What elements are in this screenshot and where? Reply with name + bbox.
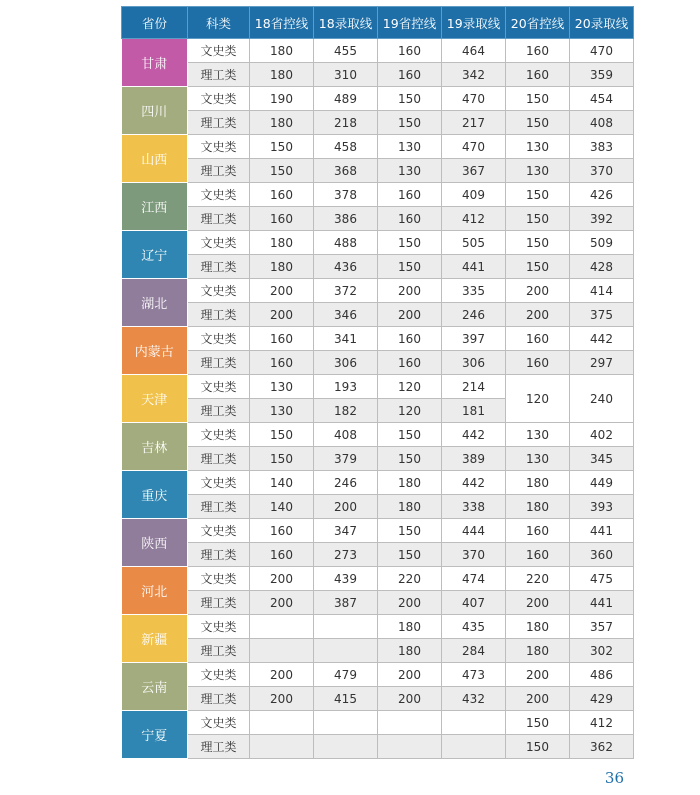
score-cell: 150 xyxy=(506,231,570,255)
score-cell: 200 xyxy=(378,591,442,615)
score-cell: 180 xyxy=(506,639,570,663)
score-cell: 160 xyxy=(250,351,314,375)
score-cell: 240 xyxy=(570,375,634,423)
table-row xyxy=(122,207,634,231)
score-cell: 383 xyxy=(570,135,634,159)
score-cell: 378 xyxy=(314,183,378,207)
score-cell: 370 xyxy=(570,159,634,183)
score-cell: 397 xyxy=(442,327,506,351)
score-cell: 160 xyxy=(506,543,570,567)
score-cell: 408 xyxy=(570,111,634,135)
score-cell: 150 xyxy=(378,87,442,111)
page-number: 36 xyxy=(604,769,624,787)
score-cell: 220 xyxy=(378,567,442,591)
province-cell: 江西 xyxy=(122,183,188,231)
score-cell: 310 xyxy=(314,63,378,87)
score-cell: 160 xyxy=(378,39,442,63)
score-cell: 441 xyxy=(570,519,634,543)
score-cell: 367 xyxy=(442,159,506,183)
score-cell xyxy=(250,735,314,759)
province-cell: 云南 xyxy=(122,663,188,711)
column-header: 20省控线 xyxy=(506,7,570,39)
score-cell: 130 xyxy=(506,447,570,471)
score-cell: 362 xyxy=(570,735,634,759)
subject-cell: 理工类 xyxy=(188,303,250,327)
subject-cell: 文史类 xyxy=(188,615,250,639)
score-cell: 342 xyxy=(442,63,506,87)
table-row xyxy=(122,159,634,183)
score-cell: 435 xyxy=(442,615,506,639)
province-cell: 河北 xyxy=(122,567,188,615)
score-cell: 341 xyxy=(314,327,378,351)
score-cell: 180 xyxy=(250,255,314,279)
score-cell xyxy=(378,735,442,759)
table-row xyxy=(122,327,634,351)
score-cell: 200 xyxy=(250,567,314,591)
score-cell: 426 xyxy=(570,183,634,207)
score-cell: 150 xyxy=(378,111,442,135)
score-cell: 160 xyxy=(250,327,314,351)
score-cell: 407 xyxy=(442,591,506,615)
score-cell: 200 xyxy=(314,495,378,519)
score-cell: 200 xyxy=(506,591,570,615)
province-cell: 天津 xyxy=(122,375,188,423)
column-header: 19省控线 xyxy=(378,7,442,39)
score-cell: 488 xyxy=(314,231,378,255)
score-cell: 273 xyxy=(314,543,378,567)
score-cell: 302 xyxy=(570,639,634,663)
score-cell xyxy=(250,615,314,639)
score-cell: 150 xyxy=(378,519,442,543)
score-cell: 200 xyxy=(250,279,314,303)
score-cell: 160 xyxy=(506,39,570,63)
score-cell: 432 xyxy=(442,687,506,711)
score-cell: 160 xyxy=(506,351,570,375)
score-cell xyxy=(314,639,378,663)
subject-cell: 理工类 xyxy=(188,687,250,711)
score-cell: 474 xyxy=(442,567,506,591)
table-row xyxy=(122,591,634,615)
subject-cell: 文史类 xyxy=(188,279,250,303)
score-cell xyxy=(314,615,378,639)
score-cell: 370 xyxy=(442,543,506,567)
subject-cell: 文史类 xyxy=(188,231,250,255)
score-cell: 449 xyxy=(570,471,634,495)
subject-cell: 理工类 xyxy=(188,543,250,567)
score-cell: 160 xyxy=(378,327,442,351)
score-cell: 150 xyxy=(250,423,314,447)
subject-cell: 文史类 xyxy=(188,87,250,111)
column-header: 18录取线 xyxy=(314,7,378,39)
table-row xyxy=(122,231,634,255)
subject-cell: 理工类 xyxy=(188,63,250,87)
province-cell: 宁夏 xyxy=(122,711,188,759)
score-cell: 150 xyxy=(378,423,442,447)
score-cell: 200 xyxy=(378,687,442,711)
score-cell: 454 xyxy=(570,87,634,111)
score-cell: 220 xyxy=(506,567,570,591)
province-cell: 湖北 xyxy=(122,279,188,327)
score-cell: 338 xyxy=(442,495,506,519)
score-cell: 386 xyxy=(314,207,378,231)
subject-cell: 文史类 xyxy=(188,471,250,495)
score-cell: 415 xyxy=(314,687,378,711)
column-header: 省份 xyxy=(122,7,188,39)
score-cell xyxy=(250,639,314,663)
table-row xyxy=(122,375,634,399)
score-cell: 464 xyxy=(442,39,506,63)
score-cell: 441 xyxy=(570,591,634,615)
score-cell: 357 xyxy=(570,615,634,639)
subject-cell: 文史类 xyxy=(188,327,250,351)
table-row xyxy=(122,447,634,471)
score-cell: 509 xyxy=(570,231,634,255)
score-cell: 200 xyxy=(378,303,442,327)
score-cell: 414 xyxy=(570,279,634,303)
column-header: 20录取线 xyxy=(570,7,634,39)
score-cell xyxy=(314,711,378,735)
table-row xyxy=(122,519,634,543)
score-cell: 442 xyxy=(570,327,634,351)
score-cell: 379 xyxy=(314,447,378,471)
table-row xyxy=(122,423,634,447)
score-cell: 180 xyxy=(250,231,314,255)
header-row xyxy=(122,7,634,39)
subject-cell: 文史类 xyxy=(188,567,250,591)
score-cell: 470 xyxy=(570,39,634,63)
score-cell: 180 xyxy=(378,471,442,495)
score-cell: 160 xyxy=(378,183,442,207)
score-cell: 180 xyxy=(378,639,442,663)
score-cell: 246 xyxy=(314,471,378,495)
table-row xyxy=(122,663,634,687)
province-cell: 四川 xyxy=(122,87,188,135)
score-cell: 345 xyxy=(570,447,634,471)
score-cell: 200 xyxy=(250,303,314,327)
table-row xyxy=(122,279,634,303)
table-row xyxy=(122,543,634,567)
province-cell: 重庆 xyxy=(122,471,188,519)
score-cell: 193 xyxy=(314,375,378,399)
score-cell: 140 xyxy=(250,471,314,495)
province-cell: 吉林 xyxy=(122,423,188,471)
score-cell: 150 xyxy=(506,87,570,111)
score-cell: 200 xyxy=(506,687,570,711)
table-row xyxy=(122,39,634,63)
table-row xyxy=(122,687,634,711)
table-row xyxy=(122,351,634,375)
score-cell: 140 xyxy=(250,495,314,519)
subject-cell: 文史类 xyxy=(188,423,250,447)
score-cell: 393 xyxy=(570,495,634,519)
score-cell: 409 xyxy=(442,183,506,207)
score-cell: 130 xyxy=(506,159,570,183)
score-cell: 475 xyxy=(570,567,634,591)
score-cell: 150 xyxy=(506,207,570,231)
score-cell: 486 xyxy=(570,663,634,687)
score-cell: 505 xyxy=(442,231,506,255)
score-cell: 160 xyxy=(250,519,314,543)
score-cell xyxy=(378,711,442,735)
score-cell: 470 xyxy=(442,135,506,159)
column-header: 19录取线 xyxy=(442,7,506,39)
subject-cell: 文史类 xyxy=(188,519,250,543)
table-row xyxy=(122,735,634,759)
score-cell: 190 xyxy=(250,87,314,111)
score-cell: 160 xyxy=(506,327,570,351)
score-cell: 180 xyxy=(506,615,570,639)
score-cell: 200 xyxy=(506,279,570,303)
score-cell: 428 xyxy=(570,255,634,279)
score-cell: 429 xyxy=(570,687,634,711)
score-cell: 200 xyxy=(378,663,442,687)
score-cell: 130 xyxy=(250,375,314,399)
table-row xyxy=(122,63,634,87)
subject-cell: 理工类 xyxy=(188,111,250,135)
table-body xyxy=(122,39,634,759)
score-cell: 150 xyxy=(378,255,442,279)
table-row xyxy=(122,615,634,639)
subject-cell: 文史类 xyxy=(188,135,250,159)
score-cell: 150 xyxy=(506,711,570,735)
score-cell: 180 xyxy=(250,111,314,135)
score-cell: 335 xyxy=(442,279,506,303)
score-cell: 297 xyxy=(570,351,634,375)
subject-cell: 理工类 xyxy=(188,351,250,375)
score-cell: 372 xyxy=(314,279,378,303)
score-cell: 150 xyxy=(506,111,570,135)
province-cell: 甘肃 xyxy=(122,39,188,87)
score-cell: 130 xyxy=(250,399,314,423)
score-cell: 120 xyxy=(506,375,570,423)
score-cell: 160 xyxy=(378,63,442,87)
table-row xyxy=(122,639,634,663)
score-cell: 470 xyxy=(442,87,506,111)
score-cell: 217 xyxy=(442,111,506,135)
score-cell: 150 xyxy=(250,447,314,471)
score-cell: 436 xyxy=(314,255,378,279)
table-row xyxy=(122,471,634,495)
score-cell: 181 xyxy=(442,399,506,423)
score-cell: 160 xyxy=(250,543,314,567)
score-cell: 368 xyxy=(314,159,378,183)
score-cell xyxy=(442,735,506,759)
score-cell: 442 xyxy=(442,423,506,447)
score-cell: 359 xyxy=(570,63,634,87)
score-cell: 200 xyxy=(506,663,570,687)
score-cell: 200 xyxy=(250,687,314,711)
score-cell: 200 xyxy=(250,663,314,687)
table-header xyxy=(122,7,634,39)
score-cell xyxy=(442,711,506,735)
score-cell: 489 xyxy=(314,87,378,111)
subject-cell: 理工类 xyxy=(188,399,250,423)
subject-cell: 理工类 xyxy=(188,735,250,759)
score-cell: 246 xyxy=(442,303,506,327)
score-cell: 200 xyxy=(250,591,314,615)
admission-score-table xyxy=(121,6,634,759)
province-cell: 山西 xyxy=(122,135,188,183)
score-cell: 306 xyxy=(314,351,378,375)
score-cell: 160 xyxy=(250,183,314,207)
score-cell: 130 xyxy=(378,159,442,183)
score-cell: 402 xyxy=(570,423,634,447)
subject-cell: 文史类 xyxy=(188,375,250,399)
score-cell: 150 xyxy=(506,183,570,207)
score-cell: 130 xyxy=(378,135,442,159)
score-cell: 444 xyxy=(442,519,506,543)
subject-cell: 理工类 xyxy=(188,447,250,471)
subject-cell: 理工类 xyxy=(188,159,250,183)
table-row xyxy=(122,183,634,207)
score-cell: 150 xyxy=(250,135,314,159)
score-cell: 180 xyxy=(506,471,570,495)
score-cell: 182 xyxy=(314,399,378,423)
subject-cell: 理工类 xyxy=(188,591,250,615)
score-cell: 120 xyxy=(378,375,442,399)
score-cell: 408 xyxy=(314,423,378,447)
score-cell: 150 xyxy=(378,447,442,471)
score-cell: 150 xyxy=(506,255,570,279)
score-cell: 160 xyxy=(506,519,570,543)
score-cell: 180 xyxy=(378,495,442,519)
table-row xyxy=(122,711,634,735)
score-cell: 441 xyxy=(442,255,506,279)
score-cell: 439 xyxy=(314,567,378,591)
score-cell: 150 xyxy=(378,543,442,567)
score-cell: 214 xyxy=(442,375,506,399)
province-cell: 陕西 xyxy=(122,519,188,567)
score-cell: 284 xyxy=(442,639,506,663)
score-cell: 306 xyxy=(442,351,506,375)
score-cell: 346 xyxy=(314,303,378,327)
score-cell: 375 xyxy=(570,303,634,327)
score-cell: 347 xyxy=(314,519,378,543)
table-row xyxy=(122,255,634,279)
score-cell: 479 xyxy=(314,663,378,687)
score-cell: 120 xyxy=(378,399,442,423)
score-cell: 130 xyxy=(506,423,570,447)
table-row xyxy=(122,135,634,159)
subject-cell: 文史类 xyxy=(188,663,250,687)
subject-cell: 文史类 xyxy=(188,39,250,63)
score-cell: 150 xyxy=(378,231,442,255)
subject-cell: 文史类 xyxy=(188,183,250,207)
score-cell: 180 xyxy=(506,495,570,519)
score-cell: 200 xyxy=(506,303,570,327)
column-header: 18省控线 xyxy=(250,7,314,39)
score-cell: 412 xyxy=(570,711,634,735)
score-cell: 180 xyxy=(378,615,442,639)
subject-cell: 理工类 xyxy=(188,207,250,231)
table-row xyxy=(122,303,634,327)
subject-cell: 文史类 xyxy=(188,711,250,735)
score-cell: 150 xyxy=(250,159,314,183)
column-header: 科类 xyxy=(188,7,250,39)
score-cell: 200 xyxy=(378,279,442,303)
score-cell: 130 xyxy=(506,135,570,159)
score-cell: 160 xyxy=(250,207,314,231)
score-cell: 218 xyxy=(314,111,378,135)
table-row xyxy=(122,567,634,591)
subject-cell: 理工类 xyxy=(188,255,250,279)
score-cell: 392 xyxy=(570,207,634,231)
score-cell xyxy=(250,711,314,735)
score-cell: 455 xyxy=(314,39,378,63)
table-row xyxy=(122,87,634,111)
score-cell: 160 xyxy=(506,63,570,87)
score-cell: 412 xyxy=(442,207,506,231)
province-cell: 辽宁 xyxy=(122,231,188,279)
subject-cell: 理工类 xyxy=(188,639,250,663)
score-cell: 150 xyxy=(506,735,570,759)
score-cell: 160 xyxy=(378,351,442,375)
score-cell: 389 xyxy=(442,447,506,471)
score-cell: 387 xyxy=(314,591,378,615)
table-row xyxy=(122,111,634,135)
score-cell: 442 xyxy=(442,471,506,495)
province-cell: 新疆 xyxy=(122,615,188,663)
score-cell: 180 xyxy=(250,39,314,63)
score-cell: 360 xyxy=(570,543,634,567)
province-cell: 内蒙古 xyxy=(122,327,188,375)
score-cell: 473 xyxy=(442,663,506,687)
score-cell: 180 xyxy=(250,63,314,87)
table-row xyxy=(122,495,634,519)
score-cell xyxy=(314,735,378,759)
subject-cell: 理工类 xyxy=(188,495,250,519)
score-cell: 458 xyxy=(314,135,378,159)
score-cell: 160 xyxy=(378,207,442,231)
